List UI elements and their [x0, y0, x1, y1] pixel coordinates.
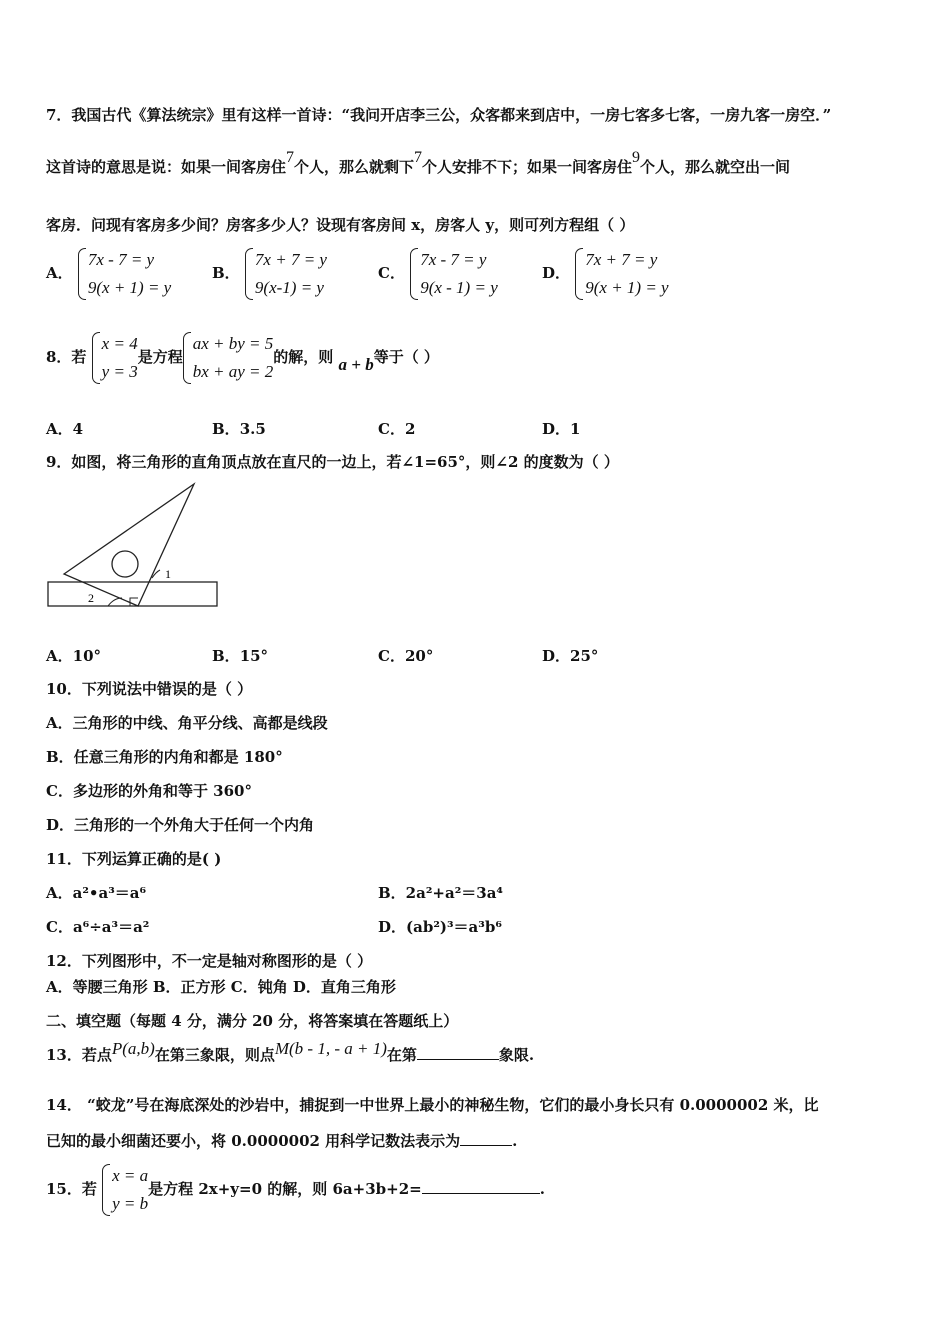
- equation: 9(x-1) = y: [254, 278, 324, 297]
- q7-line3: 客房．问现有客房多少间？房客多少人？设现有客房间 x，房客人 y，则可列方程组（ ）: [46, 216, 635, 234]
- q11-stem: 11．下列运算正确的是( ): [46, 850, 222, 868]
- section-heading: 二、填空题（每题 4 分，满分 20 分，将答案填在答题纸上）: [46, 1012, 459, 1030]
- equation: 7x + 7 = y: [254, 250, 327, 269]
- angle-2-arc: [108, 598, 122, 606]
- q8-after: 的解，则: [273, 348, 334, 366]
- option-label: A．: [46, 264, 73, 282]
- equation: 7x - 7 = y: [87, 250, 155, 269]
- q9-option-d[interactable]: D．25°: [542, 647, 599, 665]
- q7-option-b[interactable]: [212, 246, 327, 302]
- q10-option-a[interactable]: A．三角形的中线、角平分线、高都是线段: [46, 714, 328, 732]
- equation: x = a: [112, 1166, 149, 1185]
- q8-option-d[interactable]: D．1: [542, 420, 581, 438]
- equation: 9(x + 1) = y: [585, 278, 669, 297]
- equation: x = 4: [101, 334, 138, 353]
- q7-text-c: 个人安排不下；如果一间客房住: [422, 158, 633, 176]
- q9-option-c[interactable]: C．20°: [378, 647, 434, 665]
- q15-mid: 是方程 2x+y=0 的解，则 6a+3b+2=: [148, 1180, 422, 1198]
- q8-option-a[interactable]: A．4: [46, 420, 84, 438]
- triangle-ruler-figure: [44, 480, 224, 612]
- q7-text-b: 个人，那么就剩下: [294, 158, 415, 176]
- q13-suffix1: 在第: [386, 1046, 417, 1064]
- q10-option-c[interactable]: C．多边形的外角和等于 360°: [46, 782, 252, 800]
- q15-prefix: 15．若: [46, 1180, 97, 1198]
- q11-option-d[interactable]: D．(ab²)³＝a³b⁶: [378, 918, 502, 936]
- q7-line2: [46, 149, 791, 177]
- answer-blank[interactable]: [422, 1179, 540, 1194]
- q7-text-a: 这首诗的意思是说：如果一间客房住: [46, 158, 287, 176]
- option-label: D．: [542, 264, 571, 282]
- ruler: [48, 582, 217, 606]
- angle-2-label: 2: [88, 591, 94, 605]
- q11-option-b[interactable]: B．2a²+a²＝3a⁴: [378, 884, 503, 902]
- q14-line2: [46, 1130, 517, 1151]
- equation: 9(x + 1) = y: [87, 278, 172, 297]
- equation: 7x - 7 = y: [420, 250, 487, 269]
- q7-option-c[interactable]: [378, 246, 498, 302]
- option-label: C．: [378, 264, 405, 282]
- q8-prefix: 8．若: [46, 348, 87, 366]
- triangle-hole: [112, 551, 138, 577]
- q12-stem: 12．下列图形中，不一定是轴对称图形的是（ ）: [46, 952, 373, 970]
- q8-option-c[interactable]: C．2: [378, 420, 416, 438]
- equation: y = b: [112, 1194, 149, 1213]
- q7-option-a[interactable]: [46, 246, 171, 302]
- q7-num-3: 9: [632, 149, 641, 166]
- q9-option-a[interactable]: A．10°: [46, 647, 102, 665]
- triangle: [64, 484, 194, 606]
- q14-line1: 14． “蛟龙”号在海底深处的沙岩中，捕捉到一中世界上最小的神秘生物，它们的最小身长只有 0.0000002 米，比: [46, 1096, 819, 1114]
- q13-mid: 在第三象限，则点: [154, 1046, 275, 1064]
- q11-option-c[interactable]: C．a⁶÷a³＝a²: [46, 918, 150, 936]
- equation: ax + by = 5: [192, 334, 274, 353]
- option-label: B．: [212, 264, 240, 282]
- equation: 7x + 7 = y: [585, 250, 658, 269]
- answer-blank[interactable]: [460, 1131, 512, 1146]
- q8-option-b[interactable]: B．3.5: [212, 420, 266, 438]
- q7-text-d: 个人，那么就空出一间: [640, 158, 791, 176]
- q7-num-2: 7: [414, 149, 423, 166]
- q10-option-d[interactable]: D．三角形的一个外角大于任何一个内角: [46, 816, 315, 834]
- q15-stem: [46, 1162, 545, 1218]
- point-p: P(a,b): [111, 1039, 155, 1058]
- q10-option-b[interactable]: B．任意三角形的内角和都是 180°: [46, 748, 283, 766]
- q7-line1: 7．我国古代《算法统宗》里有这样一首诗：“我问开店李三公，众客都来到店中，一房七客多七客，一房九客一房空．”: [46, 106, 832, 124]
- q13-suffix2: 象限.: [498, 1046, 535, 1064]
- q14-text: 已知的最小细菌还要小，将 0.0000002 用科学记数法表示为: [46, 1132, 461, 1150]
- q14-end: .: [512, 1132, 518, 1150]
- q15-end: .: [539, 1180, 545, 1198]
- q13-prefix: 13．若点: [46, 1046, 112, 1064]
- equation: y = 3: [101, 362, 138, 381]
- q13-stem: [46, 1039, 535, 1065]
- angle-1-label: 1: [165, 567, 171, 581]
- answer-blank[interactable]: [417, 1045, 499, 1060]
- q8-stem: [46, 330, 439, 386]
- point-m: M(b - 1, - a + 1): [274, 1039, 387, 1058]
- q10-stem: 10．下列说法中错误的是（ ）: [46, 680, 253, 698]
- q8-suffix: 等于（ ）: [373, 348, 439, 366]
- q9-stem: 9．如图，将三角形的直角顶点放在直尺的一边上，若∠1=65°，则∠2 的度数为（ ）: [46, 453, 619, 471]
- equation: 9(x - 1) = y: [420, 278, 498, 297]
- q9-option-b[interactable]: B．15°: [212, 647, 269, 665]
- q7-num-1: 7: [286, 149, 295, 166]
- equation: bx + ay = 2: [192, 362, 274, 381]
- q7-option-d[interactable]: [542, 246, 669, 302]
- q12-options[interactable]: A．等腰三角形 B．正方形 C．钝角 D．直角三角形: [46, 978, 396, 996]
- q8-expr: a + b: [338, 355, 374, 374]
- q8-mid: 是方程: [137, 348, 183, 366]
- q11-option-a[interactable]: A．a²•a³＝a⁶: [46, 884, 147, 902]
